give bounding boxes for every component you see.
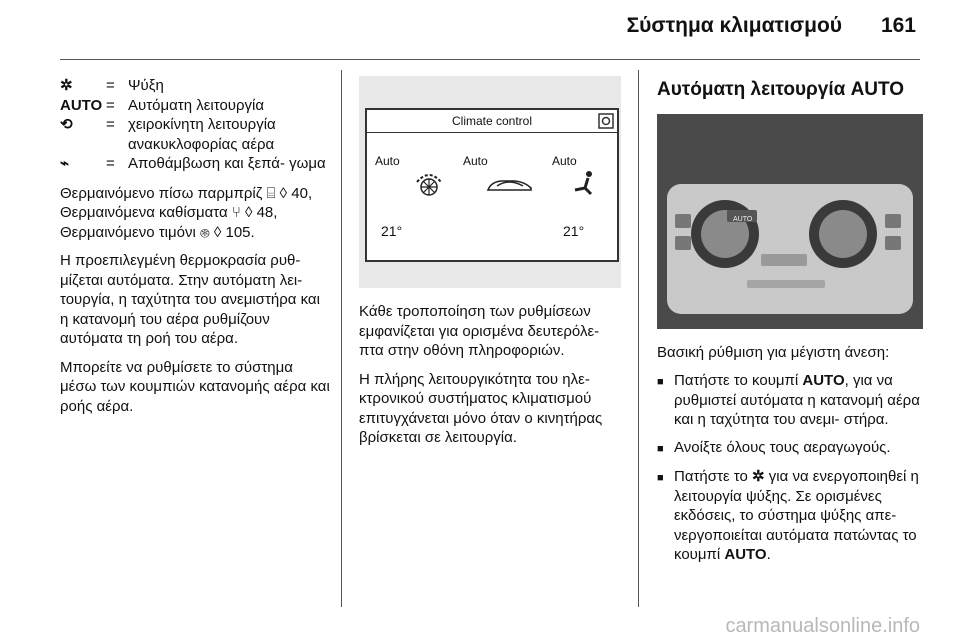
legend-row-demist: [60, 154, 332, 174]
bullet-cooling: [657, 467, 923, 565]
column-2: [359, 76, 621, 457]
heated-features-paragraph: Θερμαινόμενο πίσω παρμπρίζ ⌸ ◊ 40, Θερμαινόμενα καθίσματα ⑂ ◊ 48, Θερμαινόμενο τιμόνι ⊛ ◊ 105.: [60, 184, 313, 241]
adjust-system-paragraph: Μπορείτε να ρυθμίσετε το σύστημα μέσω των κουμπιών κατανομής αέρα και ροής αέρα.: [60, 358, 330, 415]
legend-eq: =: [106, 155, 115, 172]
legend-eq: =: [106, 96, 115, 114]
column-3: [657, 76, 923, 573]
snowflake-icon: ✲: [752, 468, 765, 485]
default-temperature-paragraph: Η προεπιλεγμένη θερμοκρασία ρυθ- μίζεται αυτόματα. Στην αυτόματη λει- τουργία, η ταχύτητα του ανεμιστήρα και η κατανομή του αέρα ρυθμίζουν αυτόματα τη ροή του αέρα.: [60, 252, 320, 347]
recirculation-icon: ⟲: [60, 116, 73, 133]
bullet-square-icon: ■: [657, 472, 664, 484]
bullet-auto: [657, 371, 923, 430]
engine-running-paragraph: Η πλήρης λειτουργικότητα του ηλε- κτρονικού συστήματος κλιματισμού επιτυγχάνεται μόνο όταν ο κινητήρας βρίσκεται σε λειτουργία.: [359, 370, 603, 446]
settings-icon: [598, 113, 614, 129]
auto-button-ref: AUTO: [724, 546, 767, 563]
snowflake-icon: ✲: [60, 77, 73, 94]
watermark: carmanualsonline.info: [725, 615, 920, 637]
legend: [60, 76, 332, 174]
auto-label-fan: Auto: [375, 154, 400, 168]
control-panel-photo: [657, 114, 923, 329]
bullet-text: .: [766, 546, 771, 563]
screen-title: Climate control: [367, 110, 617, 133]
header-title: Σύστημα κλιματισμού: [626, 14, 842, 37]
auto-symbol: AUTO: [60, 96, 103, 114]
recirculation-icon: [485, 176, 535, 194]
settings-display-paragraph: Κάθε τροποποίηση των ρυθμίσεων εμφανίζεται για ορισμένα δευτερόλε- πτα στην οθόνη πληροφοριών.: [359, 303, 600, 359]
bullet-square-icon: ■: [657, 376, 664, 388]
legend-text: Αποθάμβωση και ξεπά- γωμα: [128, 155, 326, 172]
auto-button-ref: AUTO: [802, 372, 845, 389]
bullet-text: Ανοίξτε όλους τους αεραγωγούς.: [674, 438, 891, 456]
display-screen: [365, 108, 619, 262]
bullet-text: Πατήστε το κουμπί: [674, 372, 803, 389]
legend-row-recirculation: [60, 115, 332, 154]
column-divider-1: [341, 70, 342, 607]
legend-row-auto: [60, 96, 332, 116]
legend-text: χειροκίνητη λειτουργία ανακυκλοφορίας αέρα: [128, 116, 276, 153]
legend-eq: =: [106, 77, 115, 94]
legend-eq: =: [106, 116, 115, 133]
header-rule: [60, 59, 920, 60]
auto-button-label: AUTO: [733, 215, 753, 223]
temperature-right: 21°: [563, 223, 585, 239]
auto-label-recirculation: Auto: [463, 154, 488, 168]
auto-label-distribution: Auto: [552, 154, 577, 168]
legend-text: Ψύξη: [128, 77, 164, 94]
control-panel-illustration: [657, 114, 923, 329]
temperature-left: 21°: [381, 223, 403, 239]
page-number: 161: [880, 14, 916, 37]
bullet-text: Πατήστε το: [674, 468, 753, 485]
climate-screen-illustration: [359, 76, 621, 288]
section-heading: Αυτόματη λειτουργία AUTO: [657, 79, 905, 100]
basic-setting-intro: Βασική ρύθμιση για μέγιστη άνεση:: [657, 343, 890, 361]
air-distribution-icon: [569, 168, 599, 198]
bullet-text: για να ενεργοποιηθεί η λειτουργία ψύξης. Σε ορισμένες εκδόσεις, το σύστημα ψύξης απε- νεργοποιείται αυτόματα πατώντας το κουμπί: [674, 468, 919, 563]
bullet-square-icon: ■: [657, 442, 664, 455]
column-1: [60, 76, 332, 425]
column-divider-2: [638, 70, 639, 607]
bullet-vents: [657, 438, 923, 460]
legend-row-cooling: [60, 76, 332, 96]
legend-text: Αυτόματη λειτουργία: [128, 96, 265, 114]
fan-icon: [411, 168, 447, 198]
bullet-text: , για να ρυθμιστεί αυτόματα η κατανομή αέρα και η ταχύτητα του ανεμι- στήρα.: [674, 372, 920, 428]
demist-icon: ⌁: [60, 155, 70, 172]
